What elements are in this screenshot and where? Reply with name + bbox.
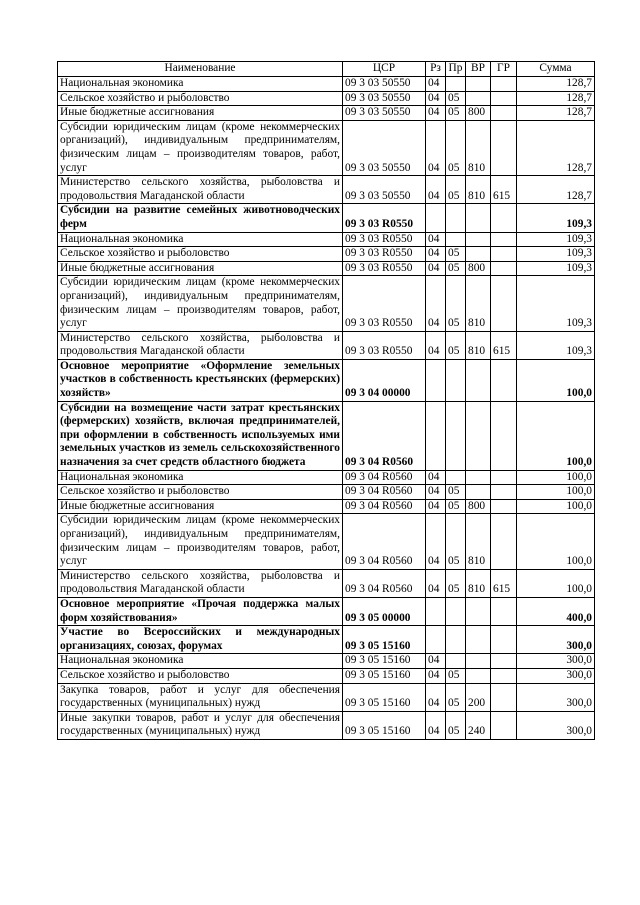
cell-name: Сельское хозяйство и рыболовство bbox=[58, 485, 343, 500]
cell-pr bbox=[446, 77, 466, 92]
cell-sum: 109,3 bbox=[517, 331, 595, 359]
cell-csr: 09 3 03 50550 bbox=[343, 120, 426, 175]
cell-pr: 05 bbox=[446, 261, 466, 276]
cell-pr: 05 bbox=[446, 499, 466, 514]
cell-rz: 04 bbox=[426, 683, 446, 711]
cell-csr: 09 3 03 R0550 bbox=[343, 247, 426, 262]
cell-rz: 04 bbox=[426, 261, 446, 276]
cell-rz bbox=[426, 359, 446, 401]
cell-sum: 100,0 bbox=[517, 499, 595, 514]
cell-gr bbox=[491, 77, 517, 92]
cell-gr bbox=[491, 654, 517, 669]
cell-name: Национальная экономика bbox=[58, 77, 343, 92]
cell-name: Субсидии на возмещение части затрат крестьянских (фермерских) хозяйств, включая предпринимателей, при оформлении в собственность используемых ими земельных участков из земель сельскохозяйственного назначения за счет средств областного бюджета bbox=[58, 401, 343, 470]
cell-vr: 240 bbox=[466, 711, 491, 739]
cell-gr bbox=[491, 470, 517, 485]
cell-pr: 05 bbox=[446, 176, 466, 204]
cell-rz: 04 bbox=[426, 276, 446, 331]
cell-csr: 09 3 05 15160 bbox=[343, 668, 426, 683]
cell-gr bbox=[491, 359, 517, 401]
cell-name: Министерство сельского хозяйства, рыболовства и продовольствия Магаданской области bbox=[58, 331, 343, 359]
cell-sum: 100,0 bbox=[517, 470, 595, 485]
table-row bbox=[58, 359, 595, 401]
table-row bbox=[58, 654, 595, 669]
cell-gr bbox=[491, 91, 517, 106]
cell-name: Иные бюджетные ассигнования bbox=[58, 106, 343, 121]
cell-gr bbox=[491, 261, 517, 276]
cell-csr: 09 3 05 00000 bbox=[343, 597, 426, 625]
cell-pr: 05 bbox=[446, 668, 466, 683]
cell-name: Министерство сельского хозяйства, рыболовства и продовольствия Магаданской области bbox=[58, 569, 343, 597]
cell-sum: 128,7 bbox=[517, 91, 595, 106]
table-row bbox=[58, 176, 595, 204]
cell-gr bbox=[491, 232, 517, 247]
cell-rz: 04 bbox=[426, 654, 446, 669]
cell-gr bbox=[491, 120, 517, 175]
cell-csr: 09 3 03 R0550 bbox=[343, 261, 426, 276]
cell-csr: 09 3 03 R0550 bbox=[343, 204, 426, 232]
cell-gr bbox=[491, 247, 517, 262]
cell-csr: 09 3 04 R0560 bbox=[343, 569, 426, 597]
cell-rz bbox=[426, 626, 446, 654]
cell-gr bbox=[491, 485, 517, 500]
table-row bbox=[58, 261, 595, 276]
cell-rz: 04 bbox=[426, 499, 446, 514]
cell-csr: 09 3 03 R0550 bbox=[343, 232, 426, 247]
cell-pr bbox=[446, 654, 466, 669]
cell-vr: 810 bbox=[466, 569, 491, 597]
table-row bbox=[58, 77, 595, 92]
cell-pr: 05 bbox=[446, 514, 466, 569]
table-row bbox=[58, 232, 595, 247]
cell-sum: 100,0 bbox=[517, 359, 595, 401]
cell-vr bbox=[466, 597, 491, 625]
cell-pr bbox=[446, 626, 466, 654]
cell-sum: 400,0 bbox=[517, 597, 595, 625]
cell-rz bbox=[426, 597, 446, 625]
cell-vr bbox=[466, 485, 491, 500]
table-row bbox=[58, 470, 595, 485]
cell-pr bbox=[446, 401, 466, 470]
cell-pr: 05 bbox=[446, 120, 466, 175]
cell-rz: 04 bbox=[426, 668, 446, 683]
cell-pr bbox=[446, 470, 466, 485]
cell-sum: 109,3 bbox=[517, 204, 595, 232]
cell-vr: 810 bbox=[466, 120, 491, 175]
cell-vr: 810 bbox=[466, 331, 491, 359]
cell-gr: 615 bbox=[491, 331, 517, 359]
cell-name: Субсидии юридическим лицам (кроме некоммерческих организаций), индивидуальным предпринимателям, физическим лицам – производителям товаров, работ, услуг bbox=[58, 120, 343, 175]
cell-pr bbox=[446, 359, 466, 401]
cell-name: Субсидии юридическим лицам (кроме некоммерческих организаций), индивидуальным предпринимателям, физическим лицам – производителям товаров, работ, услуг bbox=[58, 276, 343, 331]
cell-sum: 300,0 bbox=[517, 668, 595, 683]
cell-name: Национальная экономика bbox=[58, 232, 343, 247]
cell-csr: 09 3 04 00000 bbox=[343, 359, 426, 401]
cell-pr: 05 bbox=[446, 247, 466, 262]
cell-sum: 128,7 bbox=[517, 176, 595, 204]
cell-vr: 800 bbox=[466, 499, 491, 514]
budget-table bbox=[57, 61, 595, 740]
cell-gr bbox=[491, 401, 517, 470]
cell-vr: 810 bbox=[466, 276, 491, 331]
cell-vr bbox=[466, 232, 491, 247]
cell-gr bbox=[491, 514, 517, 569]
cell-gr bbox=[491, 204, 517, 232]
table-row bbox=[58, 668, 595, 683]
cell-rz: 04 bbox=[426, 331, 446, 359]
cell-sum: 300,0 bbox=[517, 654, 595, 669]
cell-csr: 09 3 04 R0560 bbox=[343, 485, 426, 500]
cell-vr bbox=[466, 359, 491, 401]
table-row bbox=[58, 514, 595, 569]
cell-sum: 109,3 bbox=[517, 261, 595, 276]
cell-rz bbox=[426, 401, 446, 470]
table-row bbox=[58, 569, 595, 597]
cell-gr bbox=[491, 683, 517, 711]
table-body bbox=[58, 77, 595, 740]
cell-rz: 04 bbox=[426, 77, 446, 92]
table-row bbox=[58, 204, 595, 232]
cell-csr: 09 3 04 R0560 bbox=[343, 470, 426, 485]
cell-sum: 128,7 bbox=[517, 106, 595, 121]
cell-csr: 09 3 03 50550 bbox=[343, 91, 426, 106]
table-header-row bbox=[58, 62, 595, 77]
cell-pr bbox=[446, 232, 466, 247]
cell-pr bbox=[446, 204, 466, 232]
table-row bbox=[58, 91, 595, 106]
header-csr: ЦСР bbox=[343, 62, 426, 77]
cell-vr bbox=[466, 204, 491, 232]
table-row bbox=[58, 331, 595, 359]
cell-rz: 04 bbox=[426, 120, 446, 175]
cell-gr bbox=[491, 668, 517, 683]
cell-gr: 615 bbox=[491, 176, 517, 204]
cell-rz: 04 bbox=[426, 470, 446, 485]
cell-vr: 800 bbox=[466, 261, 491, 276]
cell-gr bbox=[491, 711, 517, 739]
cell-pr: 05 bbox=[446, 711, 466, 739]
cell-gr bbox=[491, 626, 517, 654]
cell-vr bbox=[466, 77, 491, 92]
cell-vr: 810 bbox=[466, 176, 491, 204]
cell-vr bbox=[466, 626, 491, 654]
cell-sum: 128,7 bbox=[517, 77, 595, 92]
cell-rz: 04 bbox=[426, 247, 446, 262]
cell-csr: 09 3 03 50550 bbox=[343, 176, 426, 204]
cell-rz: 04 bbox=[426, 569, 446, 597]
cell-rz: 04 bbox=[426, 232, 446, 247]
cell-gr bbox=[491, 106, 517, 121]
cell-pr: 05 bbox=[446, 569, 466, 597]
cell-vr bbox=[466, 668, 491, 683]
cell-pr: 05 bbox=[446, 331, 466, 359]
table-row bbox=[58, 499, 595, 514]
cell-sum: 100,0 bbox=[517, 514, 595, 569]
cell-sum: 109,3 bbox=[517, 232, 595, 247]
table-row bbox=[58, 597, 595, 625]
table-row bbox=[58, 120, 595, 175]
cell-name: Субсидии юридическим лицам (кроме некоммерческих организаций), индивидуальным предпринимателям, физическим лицам – производителям товаров, работ, услуг bbox=[58, 514, 343, 569]
cell-rz: 04 bbox=[426, 176, 446, 204]
cell-pr: 05 bbox=[446, 485, 466, 500]
cell-csr: 09 3 03 50550 bbox=[343, 77, 426, 92]
header-rz: Рз bbox=[426, 62, 446, 77]
cell-rz: 04 bbox=[426, 711, 446, 739]
cell-sum: 128,7 bbox=[517, 120, 595, 175]
cell-csr: 09 3 04 R0560 bbox=[343, 401, 426, 470]
cell-vr bbox=[466, 654, 491, 669]
cell-name: Субсидии на развитие семейных животноводческих ферм bbox=[58, 204, 343, 232]
cell-csr: 09 3 04 R0560 bbox=[343, 514, 426, 569]
cell-vr: 810 bbox=[466, 514, 491, 569]
cell-csr: 09 3 04 R0560 bbox=[343, 499, 426, 514]
table-row bbox=[58, 485, 595, 500]
header-sum: Сумма bbox=[517, 62, 595, 77]
cell-pr: 05 bbox=[446, 106, 466, 121]
table-row bbox=[58, 276, 595, 331]
header-gr: ГР bbox=[491, 62, 517, 77]
cell-rz: 04 bbox=[426, 514, 446, 569]
cell-rz bbox=[426, 204, 446, 232]
header-name: Наименование bbox=[58, 62, 343, 77]
cell-sum: 100,0 bbox=[517, 485, 595, 500]
cell-rz: 04 bbox=[426, 106, 446, 121]
table-row bbox=[58, 626, 595, 654]
cell-name: Закупка товаров, работ и услуг для обеспечения государственных (муниципальных) нужд bbox=[58, 683, 343, 711]
cell-sum: 100,0 bbox=[517, 569, 595, 597]
cell-name: Иные бюджетные ассигнования bbox=[58, 499, 343, 514]
cell-csr: 09 3 05 15160 bbox=[343, 654, 426, 669]
cell-csr: 09 3 05 15160 bbox=[343, 683, 426, 711]
cell-vr: 200 bbox=[466, 683, 491, 711]
cell-name: Иные бюджетные ассигнования bbox=[58, 261, 343, 276]
cell-gr: 615 bbox=[491, 569, 517, 597]
cell-sum: 300,0 bbox=[517, 683, 595, 711]
cell-name: Сельское хозяйство и рыболовство bbox=[58, 668, 343, 683]
cell-sum: 109,3 bbox=[517, 276, 595, 331]
table-row bbox=[58, 106, 595, 121]
cell-vr bbox=[466, 247, 491, 262]
table-row bbox=[58, 683, 595, 711]
cell-csr: 09 3 05 15160 bbox=[343, 711, 426, 739]
cell-name: Сельское хозяйство и рыболовство bbox=[58, 91, 343, 106]
cell-gr bbox=[491, 499, 517, 514]
cell-vr bbox=[466, 401, 491, 470]
header-vr: ВР bbox=[466, 62, 491, 77]
cell-name: Основное мероприятие «Оформление земельных участков в собственность крестьянских (фермерских) хозяйств» bbox=[58, 359, 343, 401]
cell-pr: 05 bbox=[446, 276, 466, 331]
table-row bbox=[58, 247, 595, 262]
cell-gr bbox=[491, 276, 517, 331]
cell-rz: 04 bbox=[426, 485, 446, 500]
cell-name: Сельское хозяйство и рыболовство bbox=[58, 247, 343, 262]
cell-sum: 109,3 bbox=[517, 247, 595, 262]
cell-vr bbox=[466, 91, 491, 106]
cell-vr bbox=[466, 470, 491, 485]
cell-pr: 05 bbox=[446, 91, 466, 106]
cell-sum: 300,0 bbox=[517, 626, 595, 654]
cell-name: Национальная экономика bbox=[58, 470, 343, 485]
cell-csr: 09 3 03 R0550 bbox=[343, 276, 426, 331]
cell-csr: 09 3 03 R0550 bbox=[343, 331, 426, 359]
table-row bbox=[58, 711, 595, 739]
table-row bbox=[58, 401, 595, 470]
cell-csr: 09 3 03 50550 bbox=[343, 106, 426, 121]
cell-gr bbox=[491, 597, 517, 625]
cell-vr: 800 bbox=[466, 106, 491, 121]
cell-sum: 100,0 bbox=[517, 401, 595, 470]
cell-pr bbox=[446, 597, 466, 625]
cell-name: Министерство сельского хозяйства, рыболовства и продовольствия Магаданской области bbox=[58, 176, 343, 204]
cell-rz: 04 bbox=[426, 91, 446, 106]
header-pr: Пр bbox=[446, 62, 466, 77]
cell-sum: 300,0 bbox=[517, 711, 595, 739]
cell-pr: 05 bbox=[446, 683, 466, 711]
cell-name: Иные закупки товаров, работ и услуг для обеспечения государственных (муниципальных) нужд bbox=[58, 711, 343, 739]
cell-name: Национальная экономика bbox=[58, 654, 343, 669]
cell-csr: 09 3 05 15160 bbox=[343, 626, 426, 654]
cell-name: Основное мероприятие «Прочая поддержка малых форм хозяйствования» bbox=[58, 597, 343, 625]
cell-name: Участие во Всероссийских и международных организациях, союзах, форумах bbox=[58, 626, 343, 654]
